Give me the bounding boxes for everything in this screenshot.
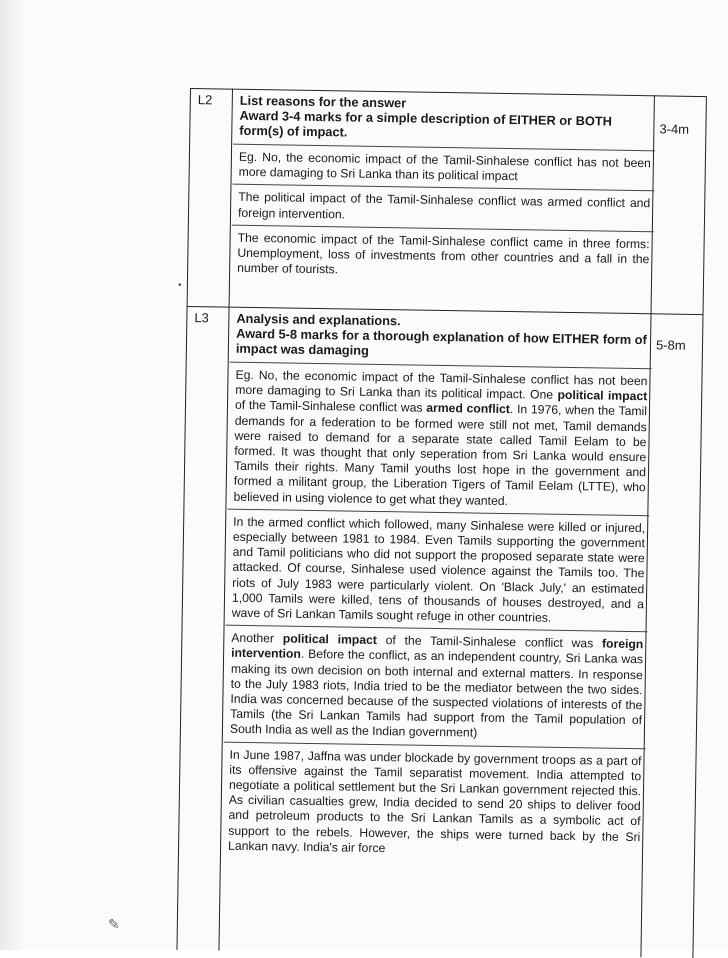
text-run: . In 1976, when the Tamil demands for a federation to be formed were still not met, Tamil demands were raised to demand for a separate state called Tamil Eelam to be formed. It was thought that only seperation from Sri Lanka would ensure Tamils their rights. Many Tamil youths lost hope in the government and formed a militant group, the Liberation Tigers of Tamil Eelam (LTTE), who believed in using violence to get what they wanted. bbox=[233, 402, 648, 508]
l3-descriptor-cell bbox=[228, 311, 648, 860]
level-label-l3: L3 bbox=[194, 310, 209, 326]
marking-scheme-table bbox=[176, 88, 705, 958]
page-edge-shadow bbox=[0, 0, 26, 950]
l3-paragraph-armed-conflict bbox=[233, 368, 647, 511]
text-run: of the Tamil-Sinhalese conflict was bbox=[234, 398, 427, 416]
text-run: Another bbox=[231, 630, 283, 646]
level-label-l2: L2 bbox=[197, 92, 213, 108]
l3-paragraph-jaffna-blockade: In June 1987, Jaffna was under blockade by government troops as a part of its offensive against the Tamil separatist movement. India attempted to negotiate a political settlement but the Sri Lankan government rejected this. As civilian casualties grew, India decided to send 20 ships to deliver food and petroleum products to the Sri Lankan Tamils as a symbolic act of support to the rebels. However, the ships were turned back by the Sri Lankan navy. India's air force bbox=[227, 747, 642, 856]
table-left-border bbox=[176, 88, 191, 950]
text-run: Eg. No, the economic impact of the Tamil-Sinhalese conflict has not been more damaging to Sri Lanka than its political impact. One bbox=[235, 367, 648, 403]
l2-heading bbox=[239, 93, 652, 144]
scan-speck: • bbox=[178, 280, 182, 291]
l3-heading-line2: Award 5-8 marks for a thorough explanation of how EITHER form of impact was damaging bbox=[235, 325, 647, 358]
bold-term: armed conflict bbox=[426, 401, 511, 417]
l2-heading-line1: List reasons for the answer bbox=[239, 92, 407, 111]
marks-l3: 5-8m bbox=[655, 337, 686, 353]
l3-paragraph-riots: In the armed conflict which followed, many Sinhalese were killed or injured, especially between 1981 to 1984. Even Tamils supporting the government and Tamil politicians who did not support the proposed separate state were attacked. Of course, Sinhalese used violence against the Tamils too. The riots of July 1983 were particularly violent. On 'Black July,' an estimated 1,000 Tamils were killed, tens of thousands of houses destroyed, and a wave of Sri Lankan Tamils sought refuge in other countries. bbox=[231, 514, 646, 625]
l2-paragraph: The political impact of the Tamil-Sinhalese conflict was armed conflict and foreign intervention. bbox=[237, 190, 651, 222]
text-run: . Before the conflict, as an independent country, Sri Lanka was making its own decision on both internal and external matters. In response to the July 1983 riots, India tried to be the mediator between the two sides. India was concerned because of the suspected violations of interests of the Tamils (the Sri Lankan Tamils had support from the Tamil population of South India as well as the Indian government) bbox=[229, 647, 644, 741]
l2-paragraph: The economic impact of the Tamil-Sinhalese conflict came in three forms: Unemployment, loss of investments from other countries and a fall in the number of tourists. bbox=[237, 230, 650, 277]
l3-heading bbox=[236, 311, 649, 362]
bold-term: foreign intervention bbox=[231, 636, 644, 662]
table-right-border bbox=[692, 96, 707, 958]
l3-paragraph-foreign-intervention bbox=[230, 631, 644, 744]
marks-l2: 3-4m bbox=[659, 121, 690, 137]
bold-term: political impact bbox=[557, 388, 648, 404]
text-run: of the Tamil-Sinhalese conflict was bbox=[376, 633, 603, 651]
l2-paragraph: Eg. No, the economic impact of the Tamil-Sinhalese conflict has not been more damaging to Sri Lanka than its political impact bbox=[238, 149, 651, 184]
l2-descriptor-cell bbox=[237, 93, 652, 283]
l2-heading-line2: Award 3-4 marks for a simple description of EITHER or BOTH form(s) of impact. bbox=[239, 107, 613, 140]
margin-mark-icon: ✎ bbox=[108, 916, 120, 932]
bold-term: political impact bbox=[282, 631, 378, 648]
l3-heading-line1: Analysis and explanations. bbox=[236, 310, 401, 329]
